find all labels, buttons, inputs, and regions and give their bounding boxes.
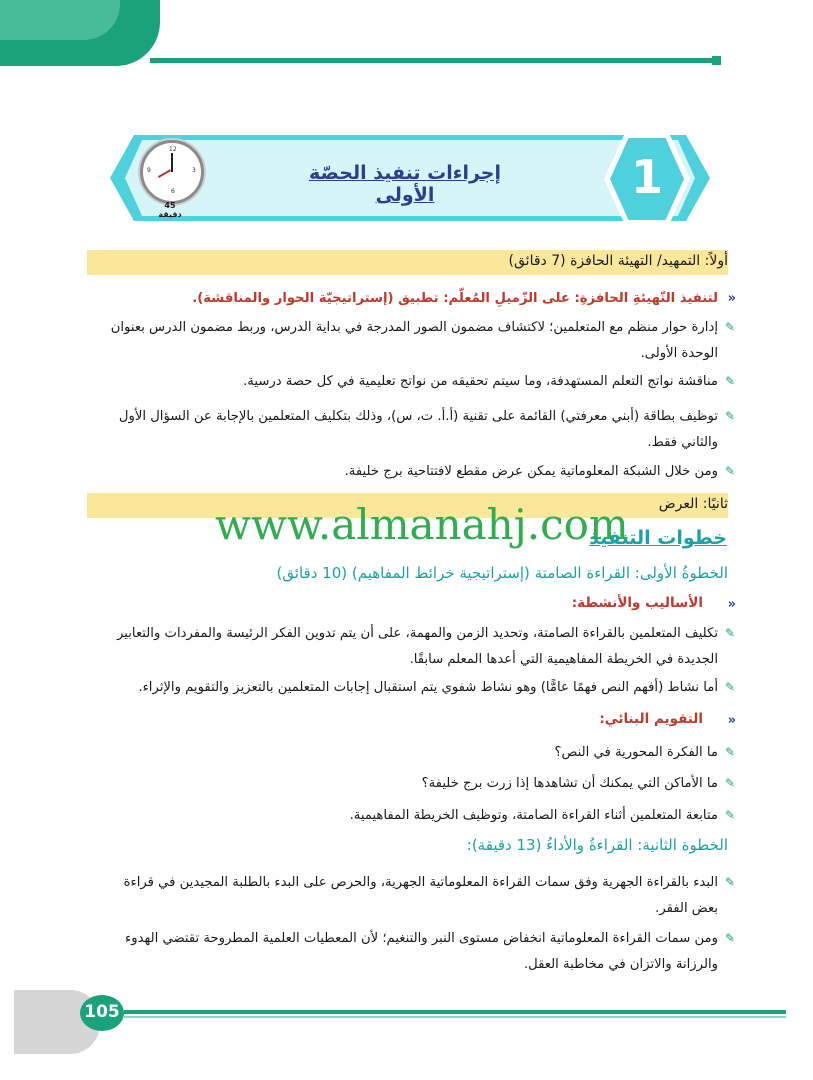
chevron-icon: » xyxy=(727,713,736,728)
assessment-heading: التقويم البنائي: xyxy=(599,711,703,727)
part1-heading: أولاً: التمهيد/ التهيئة الحافزة (7 دقائق) xyxy=(508,253,728,269)
step2-item: ومن سمات القراءة المعلوماتية انخفاض مستوى النبر والتنغيم؛ لأن المعطيات العلمية المطروحة تقتضي الهدوء xyxy=(125,931,718,946)
part1-item: إدارة حوار منظم مع المتعلمين؛ لاكتشاف مضمون الصور المدرجة في بداية الدرس، وربط مضمون الدرس بعنوان xyxy=(110,320,718,335)
footer-rule xyxy=(124,1010,786,1014)
part1-band xyxy=(87,250,728,275)
pencil-bullet-icon: ✎ xyxy=(724,808,735,822)
page-number: 105 xyxy=(84,1002,120,1022)
header-rule-end xyxy=(712,56,721,65)
pencil-bullet-icon: ✎ xyxy=(724,745,735,759)
step2-item: البدء بالقراءة الجهرية وفق سمات القراءة المعلوماتية الجهرية، والحرص على البدء بالطلبة المجيدين في قراءة xyxy=(123,875,718,890)
pencil-bullet-icon: ✎ xyxy=(724,626,735,640)
step1-title: الخطوةُ الأولى: القراءة الصامتة (إستراتيجية خرائط المفاهيم) (10 دقائق) xyxy=(276,564,728,582)
pencil-bullet-icon: ✎ xyxy=(724,680,735,694)
section-number: 1 xyxy=(630,150,663,204)
part1-item-cont: الوحدة الأولى. xyxy=(640,346,718,361)
step2-item-cont: بعض الفقر. xyxy=(655,901,718,916)
methods-heading: الأساليب والأنشطة: xyxy=(571,595,703,611)
pencil-bullet-icon: ✎ xyxy=(724,409,735,423)
header-tab-highlight xyxy=(0,0,120,40)
pencil-bullet-icon: ✎ xyxy=(724,776,735,790)
duration-minutes: 45 xyxy=(164,201,176,210)
part1-item: توظيف بطاقة (أبني معرفتي) القائمة على تقنية (أ.أ. ت، س)، وذلك بتكليف المتعلمين بالإجابة عن السؤال الأول xyxy=(118,409,718,424)
method-item: أما نشاط (أفهم النص فهمًا عامًّا) وهو نشاط شفوي يتم استقبال إجابات المتعلمين بالتعزيز والتقويم والإثراء. xyxy=(138,680,718,695)
part2-heading: ثانيًا: العرض xyxy=(658,496,728,512)
assessment-item: ما الفكرة المحورية في النص؟ xyxy=(554,745,718,760)
method-item: تكليف المتعلمين بالقراءة الصامتة، وتحديد الزمن والمهمة، على أن يتم تدوين الفكر الرئيسة والمفردات والتعابير xyxy=(117,626,718,641)
assessment-item: متابعة المتعلمين أثناء القراءة الصامتة، وتوظيف الخريطة المفاهيمية. xyxy=(349,808,718,823)
pencil-bullet-icon: ✎ xyxy=(724,464,735,478)
step2-item-cont: والرزانة والاتزان في مخاطبة العقل. xyxy=(523,957,718,972)
section-title: إجراءات تنفيذ الحصّة الأولى xyxy=(309,162,501,206)
header-rule xyxy=(150,58,716,63)
pencil-bullet-icon: ✎ xyxy=(724,875,735,889)
chevron-icon: » xyxy=(727,291,736,306)
part1-item: مناقشة نواتج التعلم المستهدفة، وما سيتم تحقيقه من نواتج تعليمية في كل حصة درسية. xyxy=(243,374,718,389)
chevron-icon: » xyxy=(727,597,736,612)
method-item-cont: الجديدة في الخريطة المفاهيمية التي أعدها المعلم سابقًا. xyxy=(409,652,718,667)
footer-rule-light xyxy=(124,1016,786,1018)
step2-title: الخطوة الثانية: القراءةُ والأداءُ (13 دقيقة): xyxy=(466,836,728,854)
pencil-bullet-icon: ✎ xyxy=(724,320,735,334)
assessment-item: ما الأماكن التي يمكنك أن تشاهدها إذا زرت برج خليفة؟ xyxy=(421,776,718,791)
pencil-bullet-icon: ✎ xyxy=(724,931,735,945)
duration-unit: دقيقة xyxy=(158,210,182,219)
part1-item: ومن خلال الشبكة المعلوماتية يمكن عرض مقطع لافتتاحية برج خليفة. xyxy=(344,464,718,479)
steps-title: خطوات التنفيذ xyxy=(589,527,727,549)
pencil-bullet-icon: ✎ xyxy=(724,374,735,388)
part1-intro: لتنفيذ التّهيئةِ الحافزةِ: على الزّميلِ المُعلّم: تطبيق (إستراتيجيّة الحوار والمناقشة). xyxy=(192,291,718,306)
clock-icon: 12 3 6 9 xyxy=(140,140,204,204)
part1-item-cont: والثاني فقط. xyxy=(647,435,718,450)
watermark: www.almanahj.com xyxy=(215,500,629,549)
